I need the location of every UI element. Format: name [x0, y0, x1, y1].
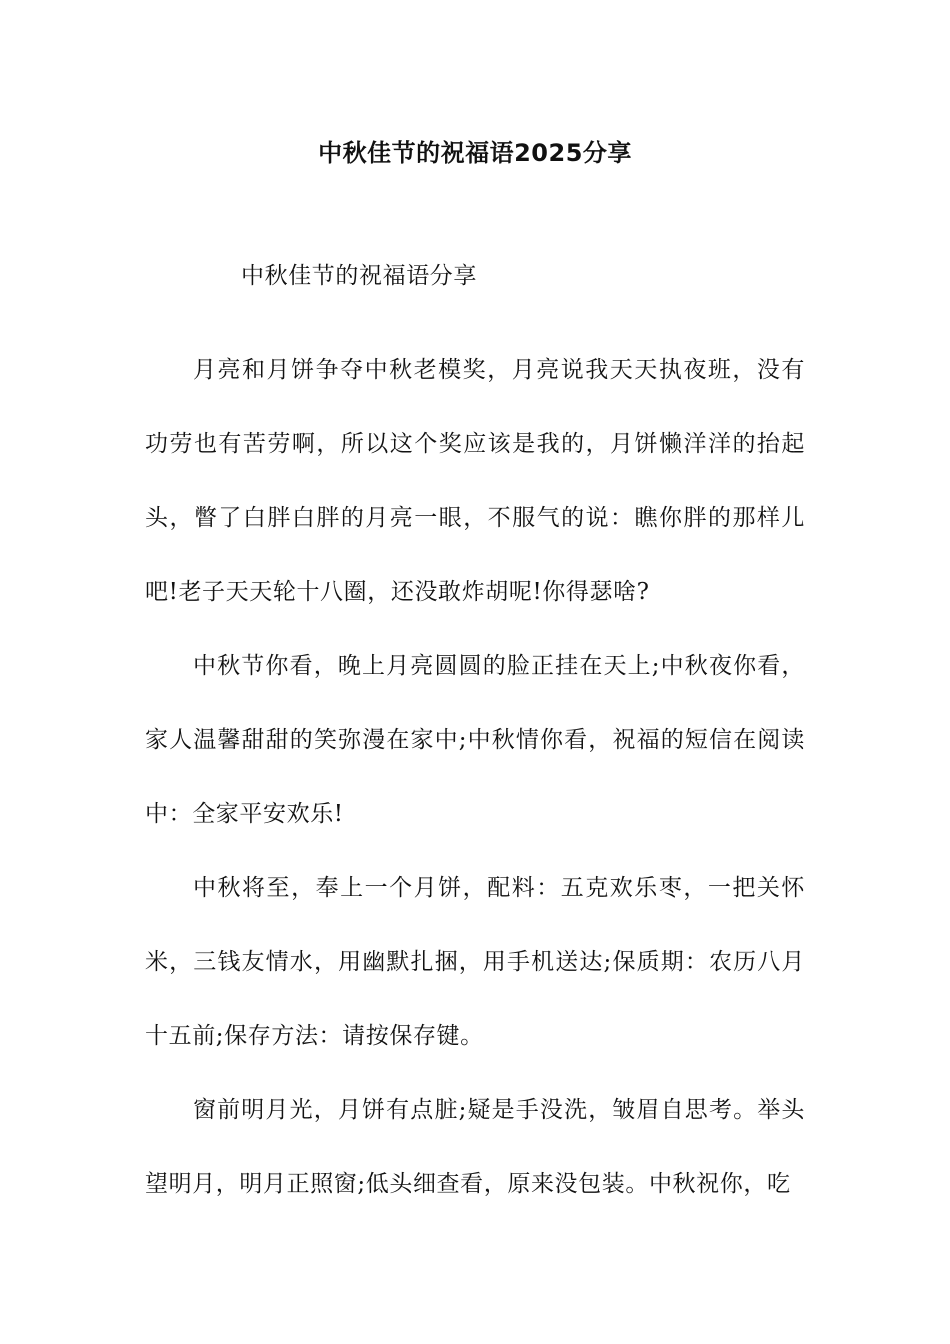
paragraph-mid-autumn-look: 中秋节你看，晚上月亮圆圆的脸正挂在天上;中秋夜你看，家人温馨甜甜的笑弥漫在家中;中秋情你看，祝福的短信在阅读中：全家平安欢乐!: [145, 653, 805, 827]
document-body: [145, 333, 805, 1221]
document-subtitle: 中秋佳节的祝福语分享: [241, 263, 477, 289]
paragraph-mooncake-recipe: 中秋将至，奉上一个月饼，配料：五克欢乐枣，一把关怀米，三钱友情水，用幽默扎捆，用手机送达;保质期：农历八月十五前;保存方法：请按保存键。: [145, 875, 805, 1049]
paragraph-moon-mooncake: 月亮和月饼争夺中秋老模奖，月亮说我天天执夜班，没有功劳也有苦劳啊，所以这个奖应该是我的，月饼懒洋洋的抬起头，瞥了白胖白胖的月亮一眼，不服气的说：瞧你胖的那样儿吧!老子天天轮十八圈，还没敢炸胡呢!你得瑟啥?: [145, 357, 805, 605]
paragraph-moonlight-poem: 窗前明月光，月饼有点脏;疑是手没洗，皱眉自思考。举头望明月，明月正照窗;低头细查看，原来没包装。中秋祝你，吃: [145, 1097, 805, 1197]
document-title: 中秋佳节的祝福语2025分享: [318, 139, 632, 167]
